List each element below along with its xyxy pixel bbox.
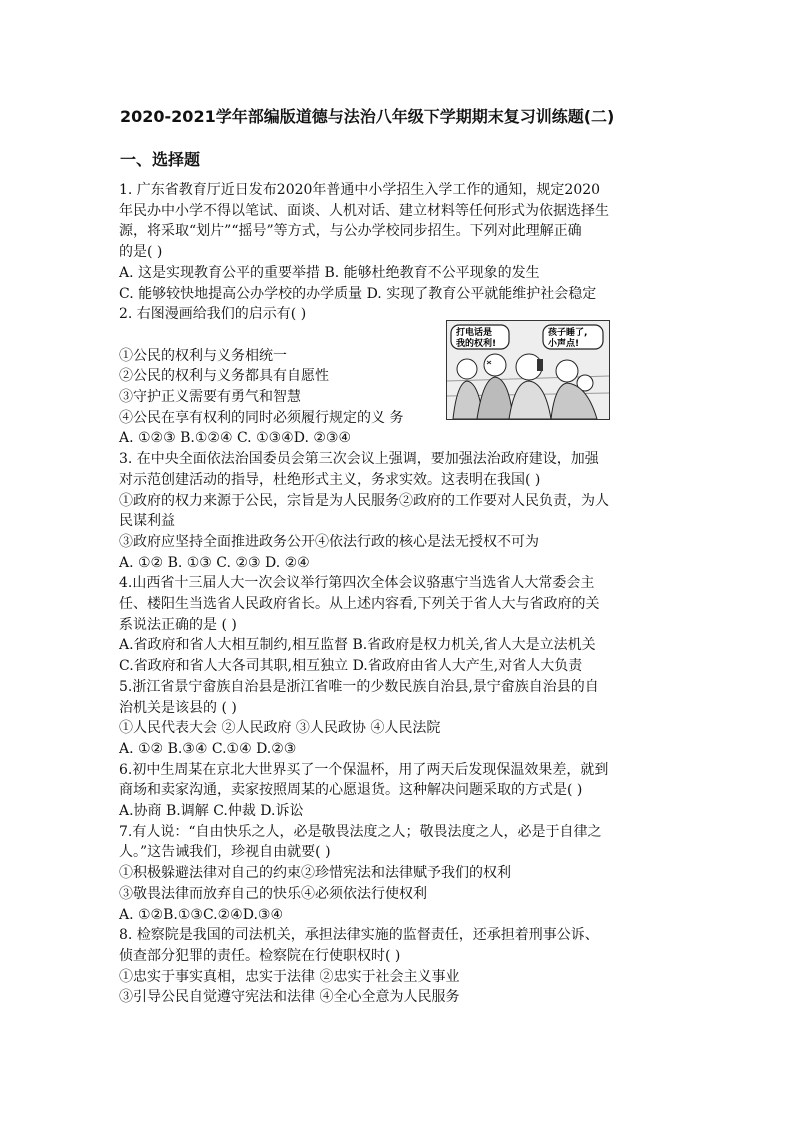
bubble-right-line-1: 孩子睡了, <box>548 328 588 338</box>
text-line: 7.有人说：“自由快乐之人，必是敬畏法度之人；敬畏法度之人，必是于自律之 <box>119 823 602 840</box>
text-line: ①人民代表大会 ②人民政府 ③人民政协 ④人民法院 <box>119 720 441 737</box>
text-line: ③引导公民自觉遵守宪法和法律 ④全心全意为人民服务 <box>119 989 460 1006</box>
text-line: 任、楼阳生当选省人民政府省长。从上述内容看,下列关于省人大与省政府的关 <box>119 596 600 612</box>
text-line: 5.浙江省景宁畲族自治县是浙江省唯一的少数民族自治县,景宁畲族自治县的自 <box>119 678 599 695</box>
document-title: 2020-2021学年部编版道德与法治八年级下学期期末复习训练题(二) <box>120 107 615 126</box>
text-line: 3. 在中央全面依法治国委员会第三次会议上强调，要加强法治政府建设，加强 <box>119 451 599 468</box>
text-line: 年民办中小学不得以笔试、面谈、人机对话、建立材料等任何形式为依据选择生 <box>119 202 609 219</box>
text-line: 的是( ) <box>119 244 163 261</box>
bubble-left-line-2: 我的权利! <box>456 339 497 349</box>
text-line: 6.初中生周某在京北大世界买了一个保温杯，用了两天后发现保温效果差，就到 <box>119 761 609 778</box>
text-line: A.省政府和省人大相互制约,相互监督 B.省政府是权力机关,省人大是立法机关 <box>119 637 596 654</box>
text-line: ④公民在享有权利的同时必须履行规定的义 务 <box>119 409 404 426</box>
text-line: 2. 右图漫画给我们的启示有( ) <box>119 306 307 323</box>
text-line: 对示范创建活动的指导，杜绝形式主义，务求实效。这表明在我国( ) <box>119 471 541 488</box>
text-line: ①积极躲避法律对自己的约束②珍惜宪法和法律赋予我们的权利 <box>119 865 511 882</box>
text-line: 8. 检察院是我国的司法机关，承担法律实施的监督责任，还承担着刑事公诉、 <box>119 927 599 944</box>
text-line: 人。”这告诫我们，珍视自由就要( ) <box>119 844 331 861</box>
text-line: 4.山西省十三届人大一次会议举行第四次全体会议骆惠宁当选省人大常委会主 <box>119 575 595 592</box>
bubble-left-line-1: 打电话是 <box>456 328 493 338</box>
text-line: 1. 广东省教育厅近日发布2020年普通中小学招生入学工作的通知，规定2020 <box>119 182 601 198</box>
bubble-right-line-2: 小声点! <box>548 339 580 349</box>
text-line: 民谋利益 <box>119 513 175 530</box>
text-line: ②公民的权利与义务都具有自愿性 <box>119 368 329 385</box>
text-line: ③政府应坚持全面推进政务公开④依法行政的核心是法无授权不可为 <box>119 533 539 550</box>
text-line: 治机关是该县的 ( ) <box>119 699 237 716</box>
text-line: ①忠实于事实真相，忠实于法律 ②忠实于社会主义事业 <box>119 968 460 985</box>
text-line: A. ①② B. ①③ C. ②③ D. ②④ <box>119 554 310 571</box>
text-line: 系说法正确的是 ( ) <box>119 616 237 633</box>
cartoon-illustration <box>447 321 609 419</box>
text-line: 侦查部分犯罪的责任。检察院在行使职权时( ) <box>119 947 401 964</box>
text-line: A. ①②③ B.①②④ C. ①③④D. ②③④ <box>119 430 351 447</box>
cartoon-image <box>446 320 610 420</box>
section-heading: 一、选择题 <box>120 150 201 169</box>
text-line: A. ①② B.③④ C.①④ D.②③ <box>119 740 297 757</box>
text-line: A. ①②B.①③C.②④D.③④ <box>119 906 283 923</box>
text-line: A. 这是实现教育公平的重要举措 B. 能够杜绝教育不公平现象的发生 <box>119 264 540 281</box>
text-line: 源，将采取“划片”“摇号”等方式，与公办学校同步招生。下列对此理解正确 <box>119 223 582 240</box>
text-line: 商场和卖家沟通，卖家按照周某的心愿退货。这种解决问题采取的方式是( ) <box>119 782 583 799</box>
text-line: ③守护正义需要有勇气和智慧 <box>119 389 301 405</box>
text-line: C. 能够较快地提高公办学校的办学质量 D. 实现了教育公平就能维护社会稳定 <box>119 285 597 302</box>
text-line: ①公民的权利与义务相统一 <box>119 347 287 364</box>
text-line: ③敬畏法律而放弃自己的快乐④必须依法行使权利 <box>119 885 427 902</box>
text-line: C.省政府和省人大各司其职,相互独立 D.省政府由省人大产生,对省人大负责 <box>119 658 583 675</box>
text-line: A.协商 B.调解 C.仲裁 D.诉讼 <box>119 803 304 819</box>
text-line: ①政府的权力来源于公民，宗旨是为人民服务②政府的工作要对人民负责，为人 <box>119 492 609 509</box>
